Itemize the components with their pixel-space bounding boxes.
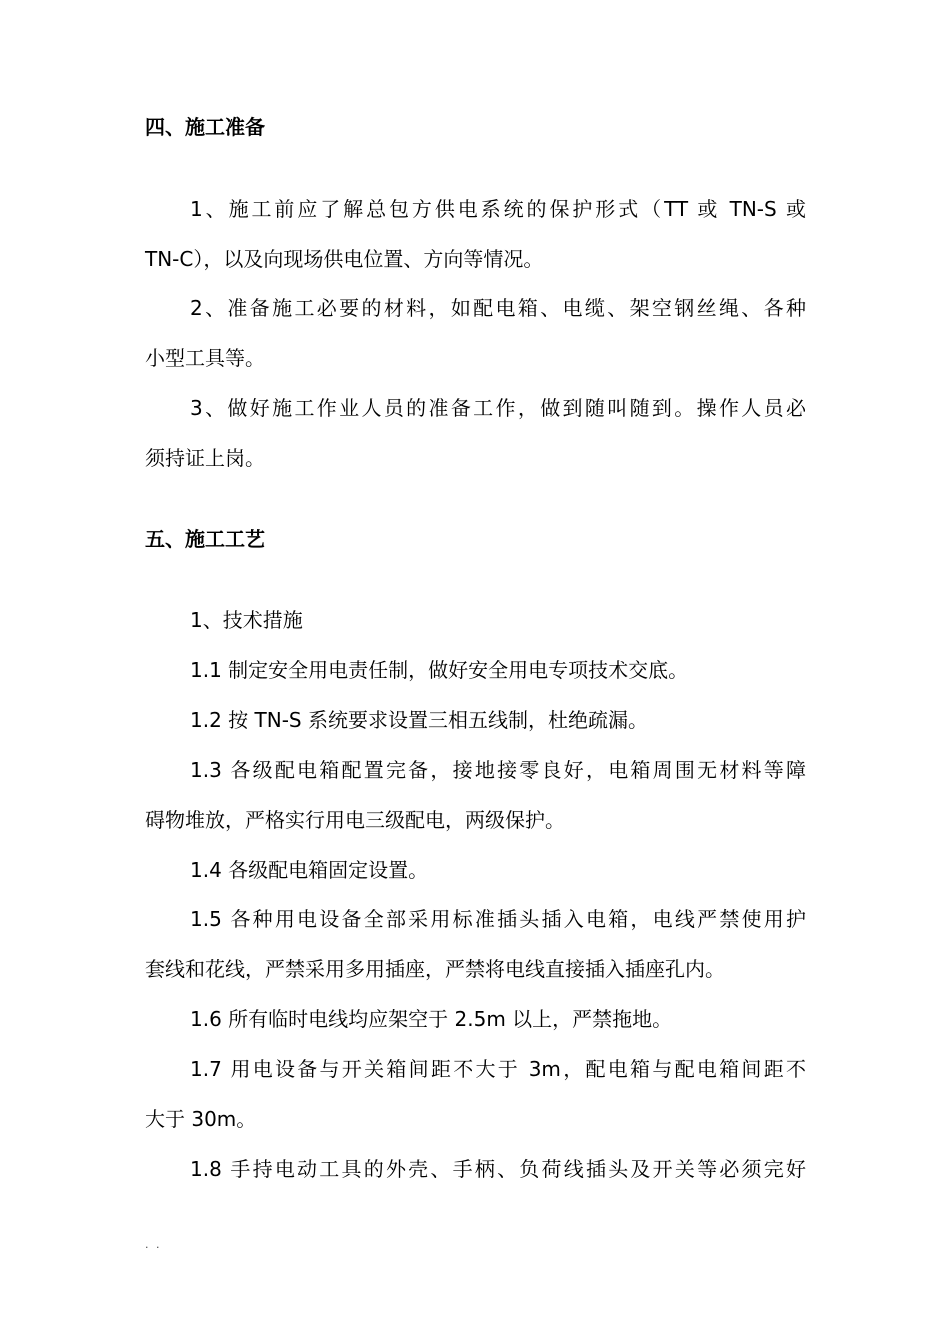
measure-1-5-line-1: 1.5 各种用电设备全部采用标准插头插入电箱，电线严禁使用护 [190,907,806,931]
prep-item-1-line-1: 1、施工前应了解总包方供电系统的保护形式（TT 或 TN-S 或 [190,197,806,221]
measure-1-7-line-1: 1.7 用电设备与开关箱间距不大于 3m，配电箱与配电箱间距不 [190,1057,806,1081]
measure-1-7-line-2: 大于 30m。 [145,1107,257,1131]
prep-item-2-line-2: 小型工具等。 [145,346,265,370]
measure-1-1: 1.1 制定安全用电责任制，做好安全用电专项技术交底。 [190,658,689,682]
measure-1-8-line-1: 1.8 手持电动工具的外壳、手柄、负荷线插头及开关等必须完好 [190,1157,806,1181]
section-heading-preparation: 四、施工准备 [145,115,265,139]
measure-1-4: 1.4 各级配电箱固定设置。 [190,858,429,882]
measure-1-3-line-1: 1.3 各级配电箱配置完备，接地接零良好，电箱周围无材料等障 [190,758,806,782]
prep-item-2-line-1: 2、准备施工必要的材料，如配电箱、电缆、架空钢丝绳、各种 [190,296,806,320]
prep-item-3-line-1: 3、做好施工作业人员的准备工作，做到随叫随到。操作人员必 [190,396,806,420]
measure-1-2: 1.2 按 TN-S 系统要求设置三相五线制，杜绝疏漏。 [190,708,648,732]
measure-1-6: 1.6 所有临时电线均应架空于 2.5m 以上，严禁拖地。 [190,1007,673,1031]
measure-1-3-line-2: 碍物堆放，严格实行用电三级配电，两级保护。 [145,808,565,832]
prep-item-1-line-2: TN-C），以及向现场供电位置、方向等情况。 [145,247,544,271]
section-heading-process: 五、施工工艺 [145,527,265,551]
subheading-technical-measures: 1、技术措施 [190,608,303,632]
measure-1-5-line-2: 套线和花线，严禁采用多用插座，严禁将电线直接插入插座孔内。 [145,957,725,981]
prep-item-3-line-2: 须持证上岗。 [145,446,265,470]
footer-dots: . . [145,1238,162,1251]
